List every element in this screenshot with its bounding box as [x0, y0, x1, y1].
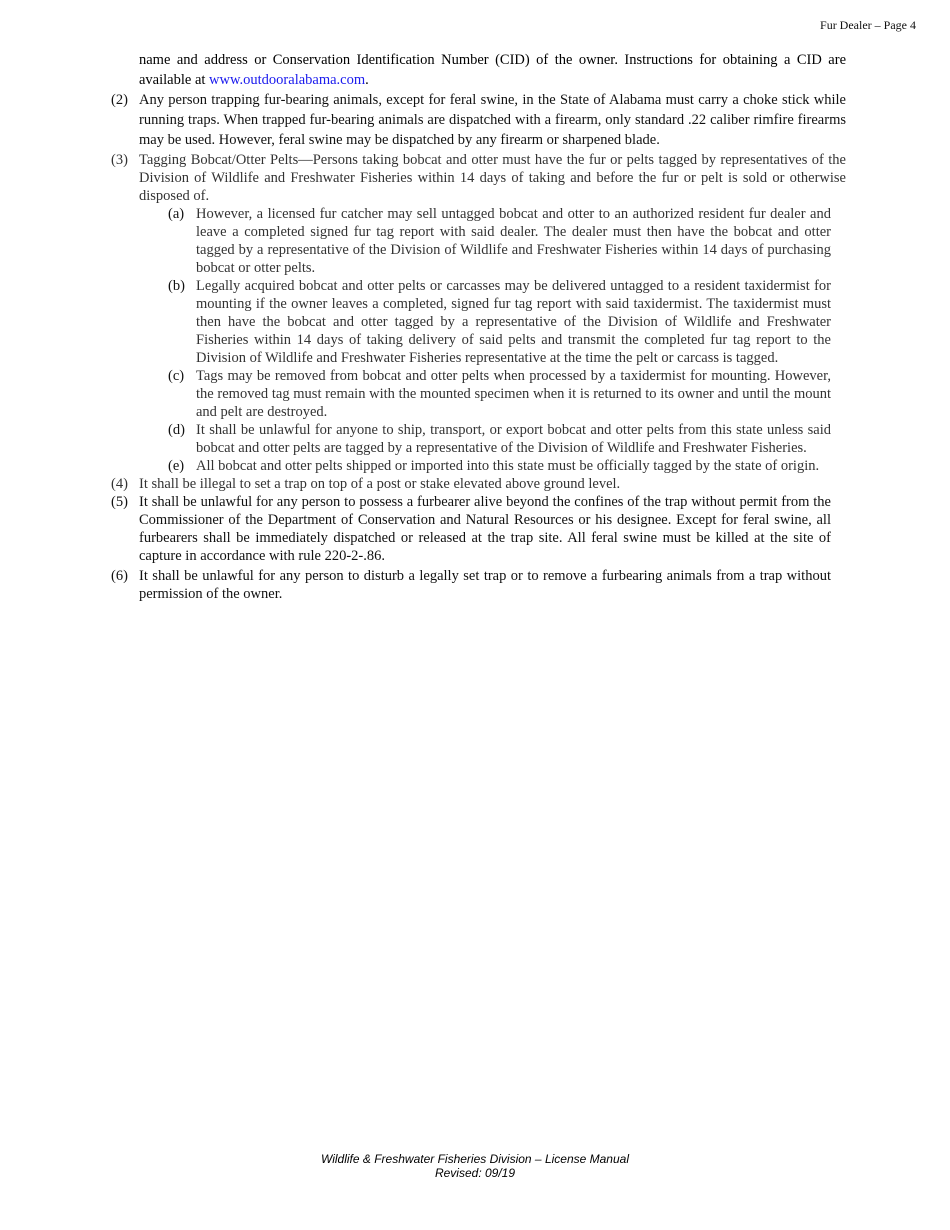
subitem-text: However, a licensed fur catcher may sell untagged bobcat and otter to an authorized resident fur dealer and leave a completed signed fur tag report with said dealer. The dealer must then have the bobcat and otter tagged by a representative of the Division of Wildlife and Freshwater Fisheries within 14 days of purchasing bobcat or otter pelts.	[196, 206, 831, 276]
continuation-end: .	[365, 72, 369, 88]
rule-number: (6)	[111, 568, 128, 584]
footer-manual-title: Wildlife & Freshwater Fisheries Division – License Manual	[320, 1152, 629, 1166]
subitem-d	[168, 421, 831, 457]
rule-item-3	[111, 151, 846, 205]
rule-number: (2)	[111, 92, 128, 108]
subitem-e	[168, 457, 831, 475]
subitem-text: Tags may be removed from bobcat and otter pelts when processed by a taxidermist for mounting. However, the removed tag must remain with the mounted specimen when it is returned to its owner and until the mount and pelt are destroyed.	[196, 368, 831, 420]
subitem-a	[168, 205, 831, 277]
rule-3-subitems	[168, 205, 831, 475]
page-header	[820, 17, 916, 33]
continuation-text: name and address or Conservation Identification Number (CID) of the owner. Instructions for obtaining a CID are available at	[139, 52, 846, 88]
subitem-letter: (a)	[168, 206, 185, 222]
rule-number: (3)	[111, 152, 128, 168]
rule-item-5	[111, 493, 846, 565]
subitem-c	[168, 367, 831, 421]
rule-text: It shall be unlawful for any person to disturb a legally set trap or to remove a furbearing animals from a trap without permission of the owner.	[139, 568, 831, 602]
subitem-text: It shall be unlawful for anyone to ship, transport, or export bobcat and otter pelts from this state unless said bobcat and otter pelts are tagged by a representative of the Division of Wildlife and Freshwater Fisheries.	[196, 422, 831, 456]
rule-text: It shall be illegal to set a trap on top of a post or stake elevated above ground level.	[139, 476, 621, 492]
subitem-letter: (b)	[168, 278, 185, 294]
subitem-text: Legally acquired bobcat and otter pelts or carcasses may be delivered untagged to a resident taxidermist for mounting if the owner leaves a completed, signed fur tag report with said taxidermist. The taxidermist must then have the bobcat and otter tagged by a representative of the Division of Wildlife and Freshwater Fisheries within 14 days of taking delivery of said pelts and transmit the completed fur tag report to the Division of Wildlife and Freshwater Fisheries representative at the time the pelt or carcass is tagged.	[196, 278, 831, 366]
subitem-b	[168, 277, 831, 367]
page-number-label: Fur Dealer – Page 4	[820, 18, 916, 32]
page-footer	[0, 1152, 950, 1180]
subitem-letter: (c)	[168, 368, 185, 384]
footer-revision-date: Revised: 09/19	[434, 1166, 516, 1180]
subitem-text: All bobcat and otter pelts shipped or imported into this state must be officially tagged by the state of origin.	[196, 458, 820, 474]
document-body	[111, 50, 846, 603]
outdooralabama-link[interactable]: www.outdooralabama.com	[209, 72, 366, 88]
rule-number: (4)	[111, 476, 128, 492]
continuation-paragraph	[139, 50, 846, 90]
rule-text: Tagging Bobcat/Otter Pelts—Persons taking bobcat and otter must have the fur or pelts tagged by representatives of the Division of Wildlife and Freshwater Fisheries within 14 days of taking and before the fur or pelt is sold or otherwise disposed of.	[139, 152, 846, 204]
rule-item-6	[111, 567, 846, 603]
subitem-letter: (d)	[168, 422, 185, 438]
rule-item-2	[111, 90, 846, 150]
rule-number: (5)	[111, 494, 128, 510]
rule-item-4	[111, 475, 846, 493]
rule-text: Any person trapping fur-bearing animals, except for feral swine, in the State of Alabama must carry a choke stick while running traps. When trapped fur-bearing animals are dispatched with a firearm, only standard .22 caliber rimfire firearms may be used. However, feral swine may be dispatched by any firearm or sharpened blade.	[139, 92, 846, 148]
subitem-letter: (e)	[168, 458, 185, 474]
rule-text: It shall be unlawful for any person to possess a furbearer alive beyond the confines of the trap without permit from the Commissioner of the Department of Conservation and Natural Resources or his designee. Except for feral swine, all furbearers shall be immediately dispatched or released at the trap site. All feral swine must be killed at the site of capture in accordance with rule 220-2-.86.	[139, 494, 831, 564]
